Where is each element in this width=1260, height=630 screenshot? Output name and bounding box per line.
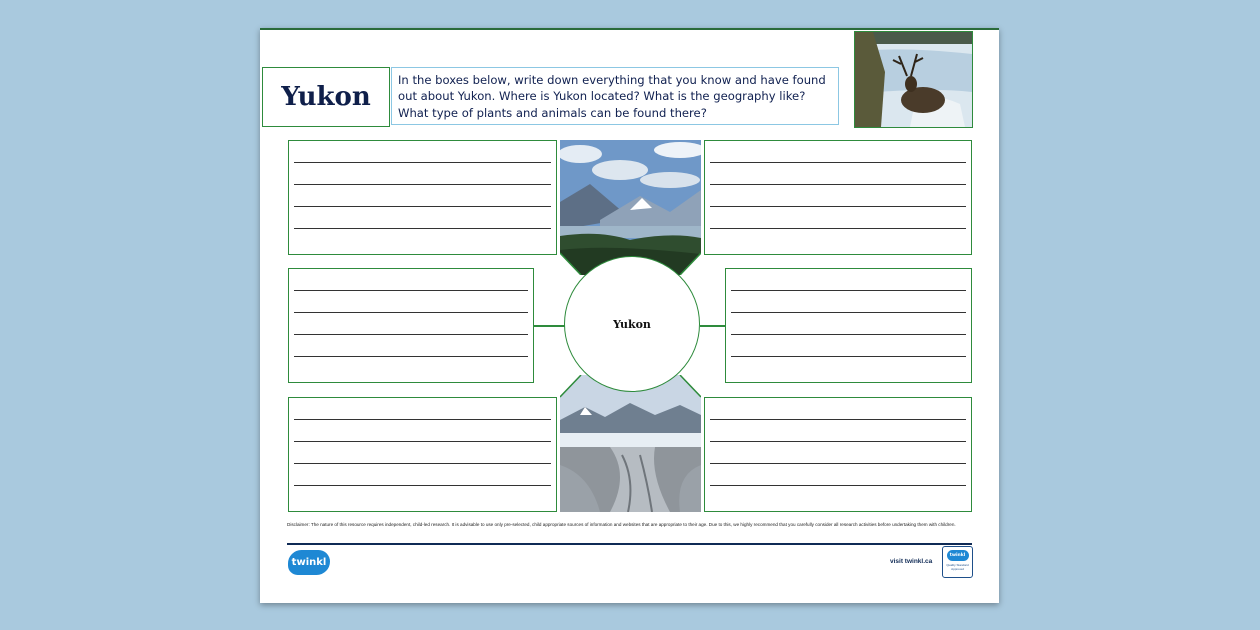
writing-line bbox=[710, 419, 966, 420]
write-box-bottom-left[interactable] bbox=[288, 397, 557, 512]
connector-left bbox=[534, 325, 565, 327]
logo-text: twinkl bbox=[291, 557, 327, 568]
disclaimer-text: Disclaimer: The nature of this resource requires independent, child-led research. It is advisable to use only pre-selected, child appropriate sources of information and websites that are appropriate to their age. Due to this, we highly recommend that you carefully consider all research activities before undertaking them with children. bbox=[287, 522, 956, 527]
footer-link[interactable]: visit twinkl.ca bbox=[890, 558, 933, 565]
center-label: Yukon bbox=[613, 317, 651, 331]
badge-logo: twinkl bbox=[947, 550, 969, 561]
center-circle bbox=[564, 256, 700, 392]
writing-line bbox=[294, 228, 551, 229]
quality-badge bbox=[942, 546, 973, 578]
mountain-lake-photo bbox=[560, 140, 701, 275]
writing-line bbox=[731, 312, 966, 313]
writing-line bbox=[294, 290, 528, 291]
writing-line bbox=[731, 356, 966, 357]
writing-line bbox=[710, 162, 966, 163]
writing-line bbox=[294, 206, 551, 207]
writing-line bbox=[710, 206, 966, 207]
instructions-text: In the boxes below, write down everything that you know and have found out about Yukon. Where is Yukon located? What is the geography like? What type of plants and animals can be found there? bbox=[398, 73, 826, 120]
worksheet-title: Yukon bbox=[281, 82, 371, 112]
worksheet-page bbox=[260, 28, 999, 603]
writing-line bbox=[294, 485, 551, 486]
writing-line bbox=[710, 485, 966, 486]
writing-line bbox=[731, 290, 966, 291]
title-box bbox=[262, 67, 390, 127]
writing-line bbox=[294, 356, 528, 357]
writing-line bbox=[294, 312, 528, 313]
writing-line bbox=[294, 184, 551, 185]
writing-line bbox=[294, 334, 528, 335]
write-box-middle-left[interactable] bbox=[288, 268, 534, 383]
badge-text: Quality Standard Approved bbox=[946, 563, 969, 571]
writing-line bbox=[294, 441, 551, 442]
elk-photo bbox=[854, 31, 973, 128]
instructions-box bbox=[391, 67, 839, 125]
writing-line bbox=[710, 441, 966, 442]
connector-right bbox=[700, 325, 725, 327]
twinkl-logo[interactable] bbox=[288, 550, 330, 575]
write-box-bottom-right[interactable] bbox=[704, 397, 972, 512]
write-box-top-left[interactable] bbox=[288, 140, 557, 255]
writing-line bbox=[710, 184, 966, 185]
writing-line bbox=[710, 463, 966, 464]
writing-line bbox=[710, 228, 966, 229]
write-box-top-right[interactable] bbox=[704, 140, 972, 255]
writing-line bbox=[731, 334, 966, 335]
writing-line bbox=[294, 463, 551, 464]
writing-line bbox=[294, 162, 551, 163]
writing-line bbox=[294, 419, 551, 420]
write-box-middle-right[interactable] bbox=[725, 268, 972, 383]
footer-divider bbox=[287, 543, 972, 545]
glacier-photo bbox=[560, 375, 701, 512]
